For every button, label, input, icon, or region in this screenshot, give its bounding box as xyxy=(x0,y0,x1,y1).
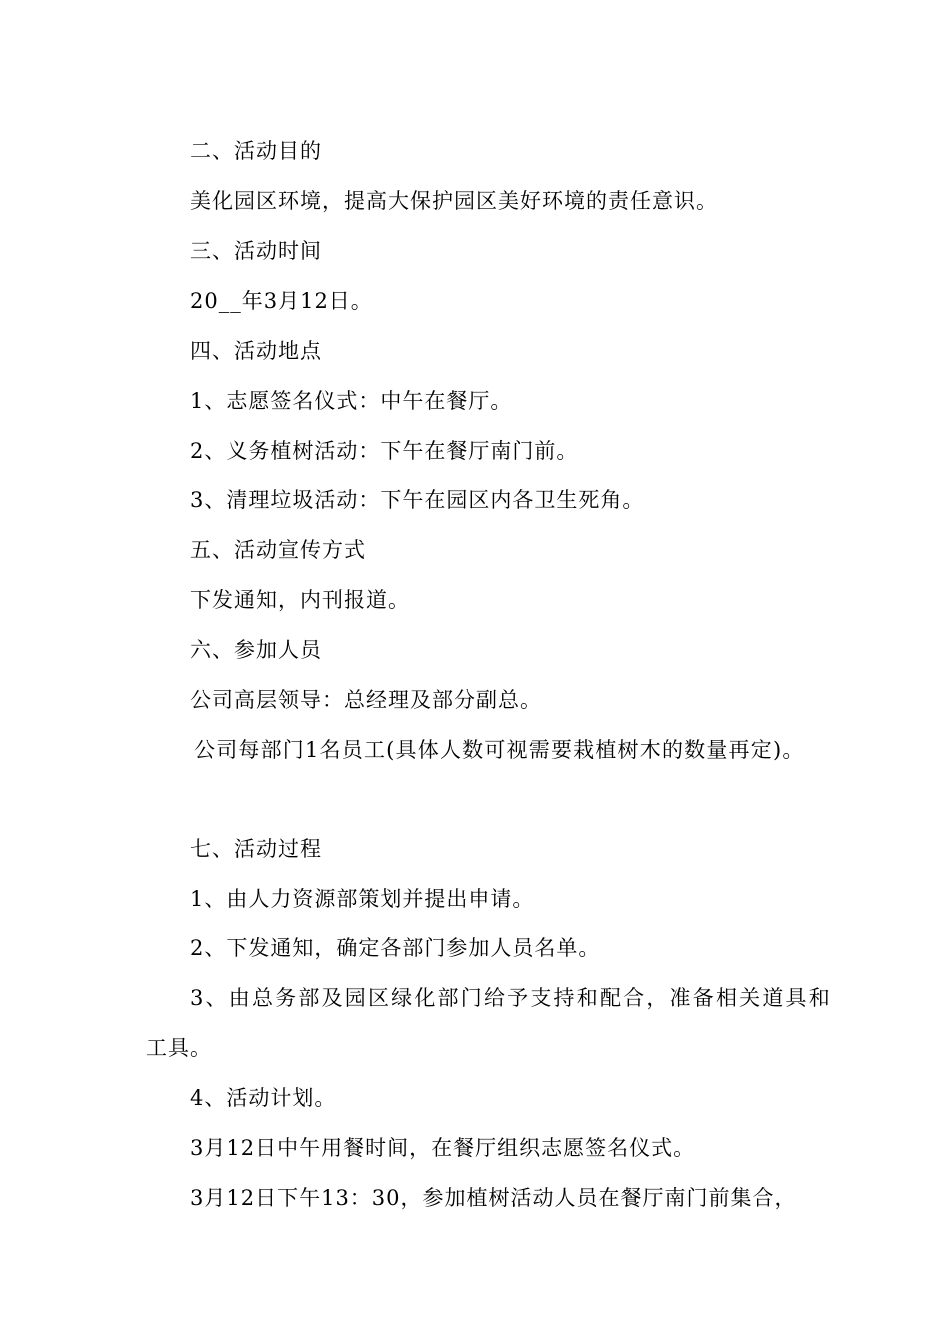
paragraph-plan-afternoon: 3月12日下午13：30，参加植树活动人员在餐厅南门前集合， xyxy=(190,1186,797,1210)
list-item-process-4: 4、活动计划。 xyxy=(190,1086,337,1110)
section-heading-publicity: 五、活动宣传方式 xyxy=(190,538,366,562)
section-heading-purpose: 二、活动目的 xyxy=(190,139,322,163)
list-item-location-1: 1、志愿签名仪式：中午在餐厅。 xyxy=(190,389,513,413)
paragraph-time: 20__年3月12日。 xyxy=(190,289,373,313)
paragraph-publicity: 下发通知，内刊报道。 xyxy=(190,588,410,612)
paragraph-purpose: 美化园区环境，提高大保护园区美好环境的责任意识。 xyxy=(190,189,718,213)
list-item-process-3: 3、由总务部及园区绿化部门给予支持和配合，准备相关道具和 xyxy=(190,986,832,1010)
list-item-process-3-continued: 工具。 xyxy=(146,1036,212,1060)
list-item-process-1: 1、由人力资源部策划并提出申请。 xyxy=(190,887,535,911)
section-heading-time: 三、活动时间 xyxy=(190,239,322,263)
list-item-location-3: 3、清理垃圾活动：下午在园区内各卫生死角。 xyxy=(190,488,645,512)
section-heading-location: 四、活动地点 xyxy=(190,339,322,363)
paragraph-plan-noon: 3月12日中午用餐时间，在餐厅组织志愿签名仪式。 xyxy=(190,1136,696,1160)
list-item-process-2: 2、下发通知，确定各部门参加人员名单。 xyxy=(190,936,601,960)
list-item-location-2: 2、义务植树活动：下午在餐厅南门前。 xyxy=(190,439,579,463)
paragraph-participants-leaders: 公司高层领导：总经理及部分副总。 xyxy=(190,688,542,712)
paragraph-participants-staff: 公司每部门1名员工(具体人数可视需要栽植树木的数量再定)。 xyxy=(194,738,805,762)
section-heading-participants: 六、参加人员 xyxy=(190,638,322,662)
section-heading-process: 七、活动过程 xyxy=(190,837,322,861)
